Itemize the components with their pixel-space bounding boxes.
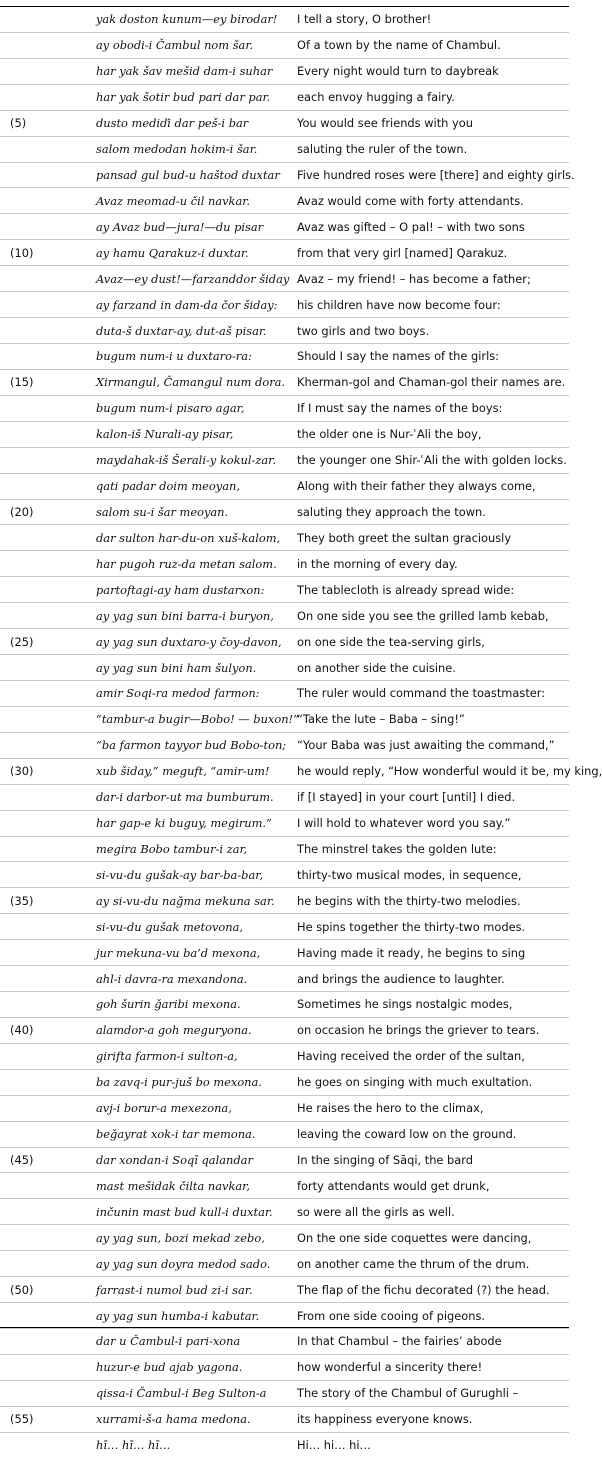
original-line: ay yag sun humba-i kabutar. [96,1303,297,1329]
verse-row [0,1095,569,1121]
line-number [0,162,96,188]
line-number [0,992,96,1018]
line-number: (5) [0,110,96,136]
verse-row [0,447,569,473]
verse-row [0,603,569,629]
verse-row [0,1121,569,1147]
line-number [0,421,96,447]
line-number: (45) [0,1147,96,1173]
line-number [0,84,96,110]
translation-line: On the one side coquettes were dancing, [297,1225,569,1251]
original-line: har yak šotir bud pari dar par. [96,84,297,110]
original-line: yak doston kunum—ey birodar! [96,7,297,32]
line-number [0,603,96,629]
original-line: huzur-e bud ajab yagona. [96,1354,297,1380]
original-line: har gap-e ki buguy, megirum.” [96,810,297,836]
original-line: girifta farmon-i sulton-a, [96,1043,297,1069]
verse-row [0,1199,569,1225]
verse-row [0,992,569,1018]
translation-line: forty attendants would get drunk, [297,1173,569,1199]
original-line: salom su-i šar meoyan. [96,499,297,525]
line-number [0,7,96,32]
translation-line: I will hold to whatever word you say.” [297,810,569,836]
line-number [0,862,96,888]
verse-row [0,266,569,292]
original-line: megira Bobo tambur-i zar, [96,836,297,862]
verse-row [0,1329,569,1355]
original-line: goh šurin ǧaribi mexona. [96,992,297,1018]
original-line: inčunin mast bud kull-i duxtar. [96,1199,297,1225]
translation-line: Avaz would come with forty attendants. [297,188,569,214]
line-number [0,1303,96,1329]
translation-line: Avaz was gifted – O pal! – with two sons [297,214,569,240]
verse-row [0,1225,569,1251]
original-line: amir Soqi-ra medod farmon: [96,680,297,706]
original-line: avj-i borur-a mexezona, [96,1095,297,1121]
line-number [0,836,96,862]
original-line: Avaz meomad-u čil navkar. [96,188,297,214]
translation-line: Along with their father they always come, [297,473,569,499]
original-line: farrast-i numol bud zi-i sar. [96,1277,297,1303]
verse-row [0,940,569,966]
original-line: xub šiday,” meguft, “amir-um! [96,758,297,784]
original-line: jur mekuna-vu ba’d mexona, [96,940,297,966]
line-number [0,292,96,318]
verse-row [0,1017,569,1043]
original-line: kalon-iš Nurali-ay pisar, [96,421,297,447]
translation-line: on another came the thrum of the drum. [297,1251,569,1277]
verse-row [0,395,569,421]
line-number [0,1173,96,1199]
original-line: dusto mediďi dar peš-i bar [96,110,297,136]
translation-line: he goes on singing with much exultation. [297,1069,569,1095]
translation-line: The minstrel takes the golden lute: [297,836,569,862]
line-number: (15) [0,369,96,395]
line-number [0,940,96,966]
verse-row [0,577,569,603]
original-line: alamdor-a goh meguryona. [96,1017,297,1043]
translation-line: in the morning of every day. [297,551,569,577]
original-line: “tambur-a bugir—Bobo! — buxon!” [96,706,297,732]
original-line: ay obodi-i Čambul nom šar. [96,32,297,58]
verse-row [0,421,569,447]
line-number [0,680,96,706]
line-number [0,1069,96,1095]
translation-line: how wonderful a sincerity there! [297,1354,569,1380]
verse-row [0,1432,569,1457]
translation-line: He raises the hero to the climax, [297,1095,569,1121]
translation-line: its happiness everyone knows. [297,1406,569,1432]
line-number [0,32,96,58]
verse-row [0,629,569,655]
original-line: dar u Čambul-i pari-xona [96,1329,297,1355]
translation-line: thirty-two musical modes, in sequence, [297,862,569,888]
line-number [0,1251,96,1277]
verse-row [0,862,569,888]
original-line: si-vu-du gušak-ay bar-ba-bar, [96,862,297,888]
translation-line: Every night would turn to daybreak [297,58,569,84]
verse-row [0,32,569,58]
translation-line: the younger one Shir-ʿAli the with golden locks. [297,447,569,473]
original-line: hī… hī… hī… [96,1438,171,1453]
translation-line: so were all the girls as well. [297,1199,569,1225]
translation-line: I tell a story, O brother! [297,7,569,32]
translation-line: from that very girl [named] Qarakuz. [297,240,569,266]
verse-row [0,343,569,369]
verse-row [0,162,569,188]
original-line: har yak šav mešid dam-i suhar [96,58,297,84]
translation-line: Sometimes he sings nostalgic modes, [297,992,569,1018]
translation-line: each envoy hugging a fairy. [297,84,569,110]
verse-row [0,1147,569,1173]
line-number [0,473,96,499]
original-line: “ba farmon tayyor bud Bobo-ton; [96,732,297,758]
line-number [0,1199,96,1225]
translation-line: and brings the audience to laughter. [297,966,569,992]
original-line: maydahak-iš Šerali-y kokul-zar. [96,447,297,473]
line-number [0,447,96,473]
verse-row [0,188,569,214]
original-line: xurrami-š-a hama medona. [96,1406,297,1432]
verse-row [0,706,569,732]
verse-row [0,1173,569,1199]
translation-line: if [I stayed] in your court [until] I died. [297,784,569,810]
line-number [0,525,96,551]
line-number [0,1043,96,1069]
original-line: bugum num-i pisaro agar, [96,395,297,421]
original-line: dar-i darbor-ut ma bumburum. [96,784,297,810]
original-line: ba zavq-i pur-juš bo mexona. [96,1069,297,1095]
line-number [0,136,96,162]
verse-row [0,914,569,940]
verse-row [0,966,569,992]
line-number: (35) [0,888,96,914]
original-line: ay yag sun duxtaro-y čoy-davon, [96,629,297,655]
verse-row [0,1406,569,1432]
line-number [0,1329,96,1355]
verse-row [0,784,569,810]
translation-line: They both greet the sultan graciously [297,525,569,551]
original-line: qissa-i Čambul-i Beg Sulton-a [96,1380,297,1406]
translation-line: his children have now become four: [297,292,569,318]
original-line: dar xondan-i Soqī qalandar [96,1147,297,1173]
translation-line: Kherman-gol and Chaman-gol their names are. [297,369,569,395]
line-number: (55) [0,1406,96,1432]
translation-line: Hi… hi… hi… [297,1438,371,1453]
verse-row [0,655,569,681]
line-number [0,551,96,577]
line-number [0,655,96,681]
line-number [0,1095,96,1121]
translation-line: You would see friends with you [297,110,569,136]
line-number [0,266,96,292]
original-line: ay farzand in dam-da čor šiday: [96,292,297,318]
verse-row [0,318,569,344]
translation-line: saluting they approach the town. [297,499,569,525]
translation-line: Five hundred roses were [there] and eighty girls. [297,162,569,188]
verse-row [0,110,569,136]
translation-line: From one side cooing of pigeons. [297,1303,569,1329]
translation-line: saluting the ruler of the town. [297,136,569,162]
original-line: salom medodan hokim-i šar. [96,136,297,162]
translation-line: “Your Baba was just awaiting the command,” [297,732,569,758]
original-line: si-vu-du gušak metovona, [96,914,297,940]
verse-row [0,1043,569,1069]
translation-line: If I must say the names of the boys: [297,395,569,421]
line-number [0,732,96,758]
verse-row [0,680,569,706]
original-line: pansad gul bud-u haštod duxtar [96,162,297,188]
verse-row [0,1303,569,1329]
line-number [0,784,96,810]
original-line: dar sulton har-du-on xuš-kalom, [96,525,297,551]
translation-line: on another side the cuisine. [297,655,569,681]
translation-line: Of a town by the name of Chambul. [297,32,569,58]
line-number: (10) [0,240,96,266]
original-line: ahl-i davra-ra mexandona. [96,966,297,992]
line-number [0,318,96,344]
line-number: (20) [0,499,96,525]
original-line: beǧayrat xok-i tar memona. [96,1121,297,1147]
translation-line: Avaz – my friend! – has become a father; [297,266,569,292]
original-line: ay yag sun doyra medod sado. [96,1251,297,1277]
line-number: (50) [0,1277,96,1303]
line-number [0,1432,96,1457]
translation-line: the older one is Nur-ʿAli the boy, [297,421,569,447]
line-number [0,188,96,214]
translation-line: The tablecloth is already spread wide: [297,577,569,603]
translation-line: Having made it ready, he begins to sing [297,940,569,966]
translation-line: Having received the order of the sultan, [297,1043,569,1069]
line-number [0,1354,96,1380]
verse-row [0,369,569,395]
poem-table [0,7,602,1458]
original-line: mast mešidak čilta navkar, [96,1173,297,1199]
original-line: bugum num-i u duxtaro-ra: [96,343,297,369]
original-line: qati padar doim meoyan, [96,473,297,499]
original-line: ay si-vu-du naǧma mekuna sar. [96,888,297,914]
verse-row [0,473,569,499]
verse-row [0,7,569,32]
verse-row [0,84,569,110]
original-line: ay yag sun bini ham šulyon. [96,655,297,681]
verse-row [0,732,569,758]
verse-row [0,136,569,162]
line-number: (25) [0,629,96,655]
line-number [0,214,96,240]
line-number [0,914,96,940]
line-number [0,966,96,992]
verse-row [0,836,569,862]
translation-line: He spins together the thirty-two modes. [297,914,569,940]
verse-row [0,58,569,84]
translation-line: two girls and two boys. [297,318,569,344]
line-number [0,395,96,421]
translation-line: he begins with the thirty-two melodies. [297,888,569,914]
verse-row [0,810,569,836]
verse-row [0,888,569,914]
bottom-rule [0,1327,569,1328]
line-number [0,1380,96,1406]
original-line: duta-š duxtar-ay, dut-aš pisar. [96,318,297,344]
line-number [0,810,96,836]
translation-line: “Take the lute – Baba – sing!” [297,706,569,732]
verse-row [0,292,569,318]
verse-row [0,525,569,551]
verse-row [0,1069,569,1095]
translation-line: he would reply, “How wonderful would it be, my king, [297,758,569,784]
verse-row [0,1354,569,1380]
original-line: ay hamu Qarakuz-i duxtar. [96,240,297,266]
translation-line: on one side the tea-serving girls, [297,629,569,655]
line-number [0,343,96,369]
line-number: (30) [0,758,96,784]
original-line: partoftagi-ay ham dustarxon: [96,577,297,603]
verse-row [0,1380,569,1406]
translation-line: leaving the coward low on the ground. [297,1121,569,1147]
verse-row [0,551,569,577]
original-line: ay yag sun, bozi mekad zebo, [96,1225,297,1251]
translation-line: The ruler would command the toastmaster: [297,680,569,706]
translation-line: In that Chambul – the fairies’ abode [297,1329,569,1355]
translation-line: In the singing of Sāqi, the bard [297,1147,569,1173]
line-number [0,58,96,84]
translation-line: on occasion he brings the griever to tears. [297,1017,569,1043]
translation-line: The flap of the fichu decorated (?) the head. [297,1277,569,1303]
verse-row [0,499,569,525]
verse-row [0,214,569,240]
original-line: Avaz—ey dust!—farzanddor šiday [96,266,297,292]
translation-line: Should I say the names of the girls: [297,343,569,369]
verse-row [0,1277,569,1303]
original-line: Xirmangul, Čamangul num dora. [96,369,297,395]
line-number [0,577,96,603]
original-line: har pugoh ruz-da metan salom. [96,551,297,577]
poem-table-body [0,7,602,1458]
line-number [0,1225,96,1251]
verse-row [0,758,569,784]
translation-line: The story of the Chambul of Gurughli – [297,1380,569,1406]
verse-row [0,240,569,266]
line-number [0,706,96,732]
line-number: (40) [0,1017,96,1043]
original-line: ay yag sun bini barra-i buryon, [96,603,297,629]
line-number [0,1121,96,1147]
translation-line: On one side you see the grilled lamb kebab, [297,603,569,629]
verse-row [0,1251,569,1277]
original-line: ay Avaz bud—jura!—du pisar [96,214,297,240]
